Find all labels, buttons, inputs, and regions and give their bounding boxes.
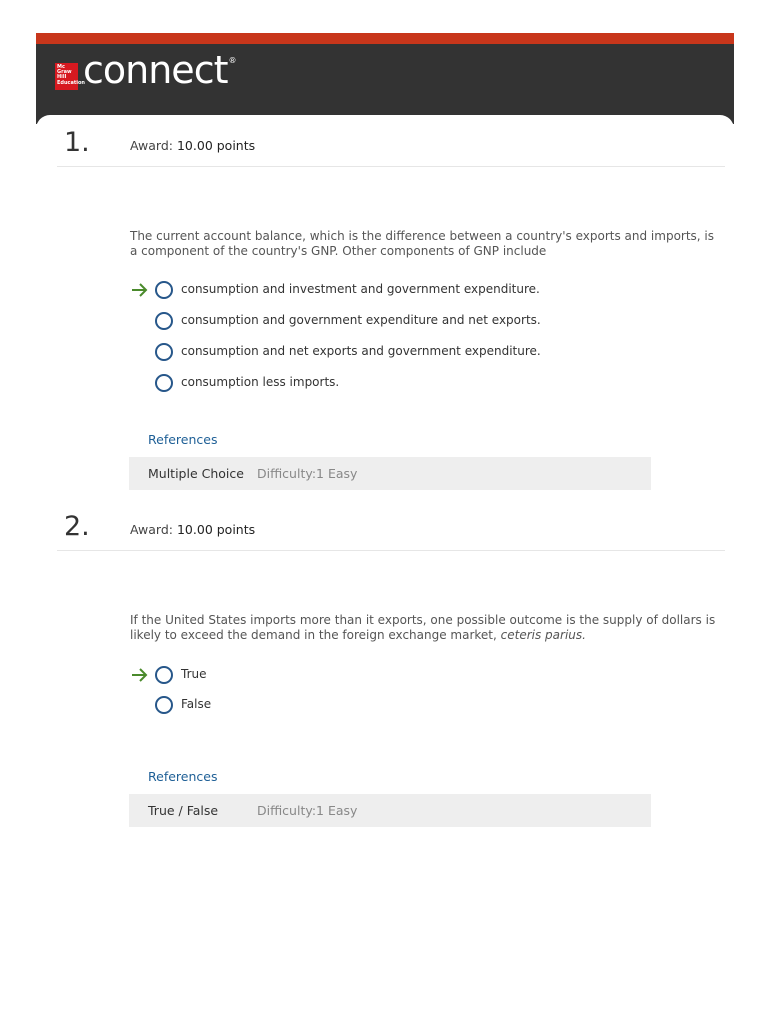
answer-option[interactable]: [130, 695, 690, 717]
brand-accent-bar: [36, 33, 734, 44]
answer-option[interactable]: [130, 280, 690, 302]
question-difficulty: Difficulty:1 Easy: [257, 466, 358, 481]
award-points: 10.00 points: [176, 138, 256, 153]
question-type: True / False: [148, 803, 219, 818]
answer-option[interactable]: [130, 373, 690, 395]
mcgraw-hill-logo: [55, 63, 85, 90]
radio-button[interactable]: [155, 312, 173, 330]
option-label: consumption and government expenditure and net exports.: [181, 313, 541, 327]
references-link[interactable]: References: [148, 769, 218, 784]
prompt-text: If the United States imports more than it exports, one possible outcome is the supply of dollars is likely to exceed the demand in the foreign exchange market,: [130, 613, 716, 642]
radio-button[interactable]: [155, 696, 173, 714]
divider: [57, 166, 725, 167]
answer-option[interactable]: [130, 665, 690, 687]
question-meta: [129, 794, 651, 827]
option-label: consumption and investment and government expenditure.: [181, 282, 540, 296]
correct-arrow-icon: [130, 280, 150, 300]
option-label: False: [181, 697, 212, 711]
option-label: consumption less imports.: [181, 375, 340, 389]
award: [130, 522, 255, 537]
option-label: True: [181, 667, 207, 681]
question-meta: [129, 457, 651, 490]
question-difficulty: Difficulty:1 Easy: [257, 803, 358, 818]
award-points: 10.00 points: [176, 522, 256, 537]
logo-box-text: Mc Graw Hill Education: [57, 64, 85, 86]
award-label: Award:: [130, 522, 173, 537]
radio-button[interactable]: [155, 666, 173, 684]
connect-logo-text: connect: [83, 48, 228, 92]
connect-logo: [83, 48, 235, 92]
answer-option[interactable]: [130, 342, 690, 364]
question-prompt: The current account balance, which is the difference between a country's exports and imports, is a component of the country's GNP. Other components of GNP include: [130, 229, 715, 258]
question-number: 1.: [64, 127, 90, 158]
app-header: [36, 44, 734, 124]
divider: [57, 550, 725, 551]
option-label: consumption and net exports and government expenditure.: [181, 344, 541, 358]
prompt-italic-text: ceteris parius.: [500, 627, 586, 642]
question-type: Multiple Choice: [148, 466, 244, 481]
radio-button[interactable]: [155, 281, 173, 299]
answer-option[interactable]: [130, 311, 690, 333]
award-label: Award:: [130, 138, 173, 153]
question-number: 2.: [64, 511, 90, 542]
correct-arrow-icon: [130, 665, 150, 685]
radio-button[interactable]: [155, 343, 173, 361]
radio-button[interactable]: [155, 374, 173, 392]
question-prompt: [130, 613, 720, 642]
references-link[interactable]: References: [148, 432, 218, 447]
registered-mark: ®: [228, 56, 236, 65]
award: [130, 138, 255, 153]
